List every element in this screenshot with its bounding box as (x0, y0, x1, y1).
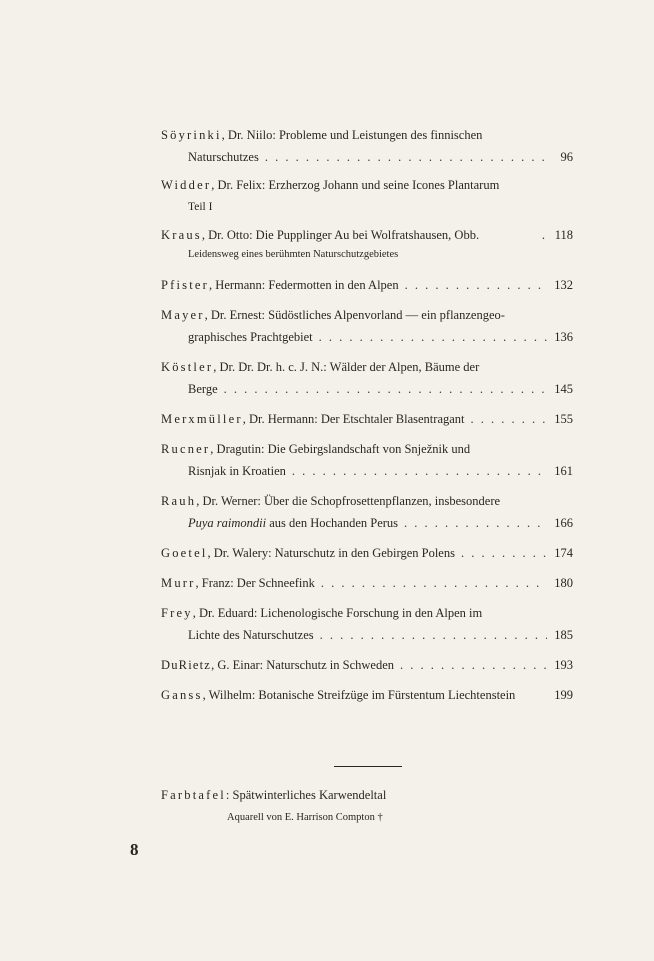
leader-dots (265, 146, 547, 168)
leader-dots (224, 378, 547, 400)
toc-entry-title: , Hermann: Federmotten in den Alpen (209, 278, 399, 292)
toc-entry-author: Pfister (161, 278, 210, 292)
toc-entry-author: Köstler (161, 360, 214, 374)
toc-entry-title-cont: Naturschutzes (188, 150, 259, 164)
toc-entry-subtitle: Leidensweg eines berühmten Naturschutzgebietes (188, 249, 399, 260)
toc-entry-author: Widder (161, 178, 212, 192)
toc-entry-title: , G. Einar: Naturschutz in Schweden (211, 658, 394, 672)
toc-entry-page: 132 (554, 278, 573, 292)
toc-entry-title: , Dr. Niilo: Probleme und Leistungen des finnischen (221, 128, 483, 142)
leader-dots (320, 624, 547, 646)
toc-entry-title: , Dr. Werner: Über die Schopfrosettenpflanzen, insbesondere (196, 494, 501, 508)
toc-entry-page: 185 (554, 628, 573, 642)
toc-entry-title-line (161, 304, 573, 326)
toc-entry (161, 224, 573, 264)
toc-entry-author: Murr (161, 576, 196, 590)
toc-entry (161, 654, 573, 676)
toc-entry-title-line (161, 490, 573, 512)
toc-entry-title: , Dragutin: Die Gebirgslandschaft von Snježnik und (210, 442, 471, 456)
toc-entry (161, 438, 573, 482)
toc-entry (161, 356, 573, 400)
toc-entry-title-line (161, 438, 573, 460)
toc-entry-title-cont: graphisches Prachtgebiet (188, 330, 313, 344)
toc-entry-author: Rucner (161, 442, 211, 456)
leader-dots (321, 572, 547, 594)
toc-entry-page: 145 (554, 382, 573, 396)
toc-entry (161, 572, 573, 594)
toc-entry-title: , Dr. Dr. Dr. h. c. J. N.: Wälder der Alpen, Bäume der (213, 360, 480, 374)
toc-entry-title-cont: Risnjak in Kroatien (188, 464, 286, 478)
toc-entry-title-cont: Lichte des Naturschutzes (188, 628, 314, 642)
toc-entry-title: , Dr. Hermann: Der Etschtaler Blasentragant (242, 412, 465, 426)
toc-entry-title-line (161, 654, 573, 676)
color-plate-entry (161, 788, 386, 803)
toc-entry-title: , Dr. Otto: Die Pupplinger Au bei Wolfratshausen, Obb. (201, 228, 480, 242)
page-number: 8 (130, 840, 139, 859)
toc-entry (161, 408, 573, 430)
toc-entry-title-cont: aus den Hochanden Perus (266, 516, 399, 530)
toc-entry-continuation (161, 460, 573, 482)
toc-entry (161, 304, 573, 348)
toc-entry-title-italic: Puya raimondii (188, 516, 267, 530)
leader-dots (405, 274, 547, 296)
toc-entry-title: , Dr. Felix: Erzherzog Johann und seine Icones Plantarum (211, 178, 500, 192)
plate-title: : Spätwinterliches Karwendeltal (225, 788, 387, 802)
plate-credit: Aquarell von E. Harrison Compton † (227, 812, 383, 823)
toc-entry-author: Goetel (161, 546, 208, 560)
toc-entry-title-line (161, 684, 573, 706)
toc-entry-title: , Dr. Eduard: Lichenologische Forschung in den Alpen im (192, 606, 483, 620)
table-of-contents (161, 124, 573, 706)
toc-entry-title-line (161, 174, 573, 196)
plate-label: Farbtafel (161, 788, 226, 802)
toc-entry-title: , Franz: Der Schneefink (195, 576, 315, 590)
toc-entry-title: , Wilhelm: Botanische Streifzüge im Fürstentum Liechtenstein (202, 688, 516, 702)
toc-entry-title-line (161, 408, 573, 430)
toc-entry-title-line (161, 124, 573, 146)
section-divider (334, 766, 402, 767)
toc-entry-title-line: Kraus , Dr. Otto: Die Pupplinger Au bei Wolfratshausen, Obb. . 118 (161, 224, 573, 246)
toc-entry (161, 174, 573, 218)
toc-entry-title: , Dr. Ernest: Südöstliches Alpenvorland — ein pflanzengeo- (204, 308, 505, 322)
toc-entry-title-line (161, 572, 573, 594)
toc-entry-author: Rauh (161, 494, 197, 508)
toc-entry-page: 193 (554, 658, 573, 672)
toc-entry-page: 161 (554, 464, 573, 478)
toc-entry (161, 684, 573, 706)
toc-entry (161, 124, 573, 168)
toc-entry-author: Söyrinki (161, 128, 222, 142)
toc-entry-author: Frey (161, 606, 193, 620)
toc-entry (161, 490, 573, 534)
toc-entry-author: Mayer (161, 308, 205, 322)
toc-entry-title-cont: Teil I (188, 201, 213, 213)
toc-entry-title-line (161, 542, 573, 564)
toc-entry-continuation (161, 624, 573, 646)
toc-entry-author: Kraus (161, 228, 202, 242)
leader-dots (471, 408, 547, 430)
toc-entry-page: 96 (560, 150, 573, 164)
leader-dots (400, 654, 547, 676)
toc-entry-page: 166 (554, 516, 573, 530)
toc-entry-title: , Dr. Walery: Naturschutz in den Gebirgen Polens (207, 546, 455, 560)
toc-entry-title-line (161, 274, 573, 296)
toc-entry-title-line (161, 602, 573, 624)
toc-entry-title-cont: Berge (188, 382, 218, 396)
toc-entry-page: 118 (554, 228, 573, 242)
toc-entry (161, 542, 573, 564)
toc-entry-page: 180 (554, 576, 573, 590)
leader-dots (319, 326, 547, 348)
toc-entry (161, 274, 573, 296)
toc-entry-page: 199 (554, 688, 573, 702)
leader-dots (292, 460, 547, 482)
toc-entry-author: Ganss (161, 688, 203, 702)
toc-entry-continuation (161, 378, 573, 400)
leader-dots (461, 542, 547, 564)
toc-entry-page: 136 (554, 330, 573, 344)
toc-entry-page: 155 (554, 412, 573, 426)
toc-entry-author: Merxmüller (161, 412, 243, 426)
toc-entry-continuation (161, 326, 573, 348)
toc-entry-title-line (161, 356, 573, 378)
toc-entry-author: DuRietz (161, 658, 212, 672)
toc-entry (161, 602, 573, 646)
leader-dots (404, 512, 547, 534)
toc-entry-continuation (161, 196, 573, 218)
toc-entry-continuation (161, 146, 573, 168)
toc-entry-continuation (161, 512, 573, 534)
toc-entry-page: 174 (554, 546, 573, 560)
